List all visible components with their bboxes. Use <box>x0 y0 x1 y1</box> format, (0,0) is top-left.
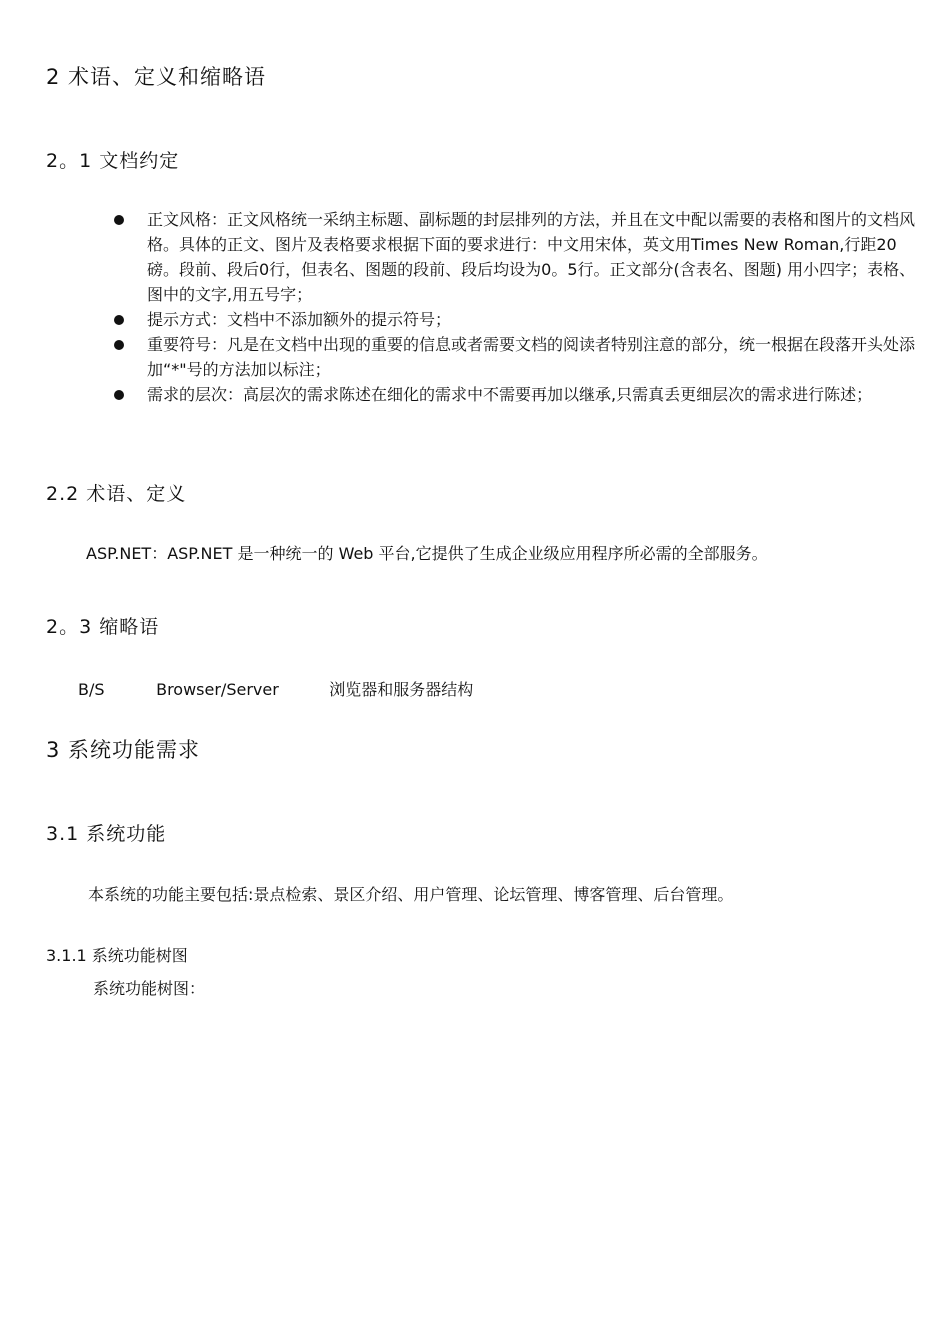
bullet-icon <box>114 315 124 325</box>
bullet-icon <box>114 215 124 225</box>
section-2-3-heading: 2。3 缩略语 <box>46 616 160 638</box>
abbr-term: B/S <box>78 680 105 699</box>
abbreviation-row <box>78 677 473 700</box>
function-tree-caption: 系统功能树图： <box>93 979 206 998</box>
chapter-2-heading: 2 术语、定义和缩略语 <box>46 65 267 89</box>
list-item-text: 重要符号：凡是在文档中出现的重要的信息或者需要文档的阅读者特别注意的部分，统一根据在段落开头处添加“*"号的方法加以标注； <box>147 335 916 379</box>
section-2-2-heading: 2.2 术语、定义 <box>46 483 187 505</box>
aspnet-definition-paragraph: ASP.NET：ASP.NET 是一种统一的 Web 平台,它提供了生成企业级应用程序所必需的全部服务。 <box>86 544 768 563</box>
bullet-icon <box>114 390 124 400</box>
list-item <box>112 382 920 407</box>
section-3-1-1-heading: 3.1.1 系统功能树图 <box>46 946 188 965</box>
list-item-text: 需求的层次：高层次的需求陈述在细化的需求中不需要再加以继承,只需真丢更细层次的需求进行陈述； <box>147 385 873 404</box>
list-item <box>112 307 920 332</box>
conventions-list <box>112 207 920 407</box>
bullet-icon <box>114 340 124 350</box>
list-item <box>112 207 920 307</box>
section-2-1-heading: 2。1 文档约定 <box>46 150 180 172</box>
list-item <box>112 332 920 382</box>
abbr-full: Browser/Server <box>156 680 279 699</box>
list-item-text: 正文风格：正文风格统一采纳主标题、副标题的封层排列的方法，并且在文中配以需要的表格和图片的文档风格。具体的正文、图片及表格要求根据下面的要求进行：中文用宋体，英文用Times New Roman,行距20磅。段前、段后0行，但表名、图题的段前、段后均设为0。5行。正文部分(含表名、图题) 用小四字；表格、图中的文字,用五号字； <box>147 210 916 304</box>
abbr-description: 浏览器和服务器结构 <box>329 680 474 699</box>
chapter-3-heading: 3 系统功能需求 <box>46 738 201 762</box>
section-3-1-heading: 3.1 系统功能 <box>46 823 167 845</box>
system-functions-paragraph: 本系统的功能主要包括:景点检索、景区介绍、用户管理、论坛管理、博客管理、后台管理。 <box>88 885 734 904</box>
list-item-text: 提示方式：文档中不添加额外的提示符号； <box>147 310 452 329</box>
